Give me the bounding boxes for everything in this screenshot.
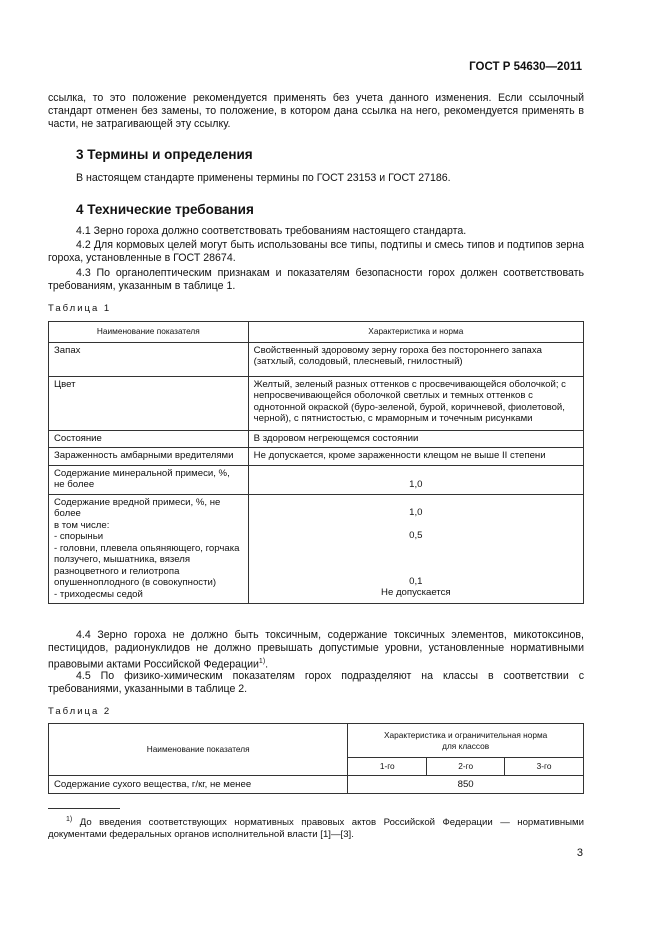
table-2: [48, 723, 584, 794]
harmful-value-total: 1,0: [409, 506, 423, 518]
page-number: 3: [576, 847, 583, 859]
class-1-header: 1-го: [348, 758, 427, 776]
row-name-pests: Зараженность амбарными вредителями: [49, 448, 249, 466]
table-1-header-name: Наименование показателя: [49, 322, 249, 343]
harmful-name-line-5: - триходесмы седой: [54, 588, 143, 600]
row-value-mineral: 1,0: [248, 465, 583, 494]
table-1-caption: Таблица 1: [48, 303, 112, 314]
harmful-name-line-4: - головни, плевела опьяняющего, горчака ползучего, мышатника, вязеля разноцветного и гелиотропа опушенноплодного (в совокупности): [54, 542, 240, 588]
table-2-header-group: Характеристика и ограничительная норма для классов: [348, 724, 584, 758]
row-name-smell: Запах: [49, 342, 249, 376]
table-2-header-row: [49, 724, 584, 758]
row-value-state: В здоровом негреющемся состоянии: [248, 430, 583, 448]
intro-paragraph: ссылка, то это положение рекомендуется применять без учета данного изменения. Если ссылочный стандарт отменен без замены, то положение, в котором дана ссылка на него, рекомендуется применять в части, не затрагивающей эту ссылку.: [48, 92, 584, 130]
class-3-header: 3-го: [505, 758, 584, 776]
paragraph-4-4: 4.4 Зерно гороха не должно быть токсичным, содержание токсичных элементов, микотоксинов, пестицидов, радионуклидов не должно превышать допустимые уровни, установленные нормативными правовыми актами Российской Федерации$^{1)}$.: [48, 629, 584, 671]
harmful-value-ergot: 0,5: [409, 529, 423, 541]
table-row: [49, 430, 584, 448]
table-2-header-name: Наименование показателя: [49, 724, 348, 776]
table-row: [49, 448, 584, 466]
table-1: [48, 321, 584, 604]
paragraph-4-2: 4.2 Для кормовых целей могут быть использованы все типы, подтипы и смесь типов и подтипов зерна гороха, установленные в ГОСТ 28674.: [48, 239, 584, 264]
table-2-caption: Таблица 2: [48, 706, 112, 717]
document-code: ГОСТ Р 54630—2011: [469, 61, 582, 73]
table-row: [49, 494, 584, 604]
table-row: [49, 465, 584, 494]
footnote: [48, 814, 584, 841]
row-value-color: Желтый, зеленый разных оттенков с просвечивающейся оболочкой; с непросвечивающейся оболочкой светлых и темных оттенков с однотонной окраской (буро-зеленой, бурой, коричневой, фиолетовой, черной), с пятнистостью, с мраморным и точечным рисунками: [248, 376, 583, 430]
table-row: [49, 776, 584, 794]
row-value-smell: Свойственный здоровому зерну гороха без постороннего запаха (затхлый, солодовый, плесневый, гнилостный): [248, 342, 583, 376]
row-name-harmful: [49, 494, 249, 604]
harmful-value-mixed: 0,1: [409, 575, 423, 587]
footnote-marker: 1): [66, 816, 73, 823]
footnote-text: До введения соответствующих нормативных правовых актов Российской Федерации — нормативными документами федеральных органов исполнительной власти [1]—[3].: [48, 817, 584, 841]
row-name-color: Цвет: [49, 376, 249, 430]
harmful-name-line-1: Содержание вредной примеси, %, не более: [54, 496, 221, 519]
row-value-harmful: [248, 494, 583, 604]
dry-matter-name: Содержание сухого вещества, г/кг, не менее: [49, 776, 348, 794]
table-1-header-row: [49, 322, 584, 343]
harmful-value-trichodesma: Не допускается: [381, 587, 451, 598]
harmful-name-line-3: - спорыньи: [54, 531, 104, 542]
footnote-ref: 1): [258, 658, 266, 665]
paragraph-4-1: 4.1 Зерно гороха должно соответствовать требованиям настоящего стандарта.: [76, 225, 467, 237]
class-2-header: 2-го: [427, 758, 505, 776]
table-row: [49, 342, 584, 376]
footnote-divider: [48, 808, 120, 809]
table-1-header-value: Характеристика и норма: [248, 322, 583, 343]
row-value-pests: Не допускается, кроме зараженности клещом не выше II степени: [248, 448, 583, 466]
table-row: [49, 376, 584, 430]
section-4-title: 4 Технические требования: [76, 202, 254, 217]
section-3-text: В настоящем стандарте применены термины по ГОСТ 23153 и ГОСТ 27186.: [76, 172, 451, 184]
section-3-title: 3 Термины и определения: [76, 147, 253, 162]
row-name-mineral: Содержание минеральной примеси, %, не более: [49, 465, 249, 494]
paragraph-4-3: 4.3 По органолептическим признакам и показателям безопасности горох должен соответствовать требованиям, указанным в таблице 1.: [48, 267, 584, 292]
paragraph-4-5: 4.5 По физико-химическим показателям горох подразделяют на классы в соответствии с требованиями, указанными в таблице 2.: [48, 670, 584, 695]
harmful-name-line-2: в том числе:: [54, 519, 110, 531]
dry-matter-value: 850: [348, 776, 584, 794]
row-name-state: Состояние: [49, 430, 249, 448]
